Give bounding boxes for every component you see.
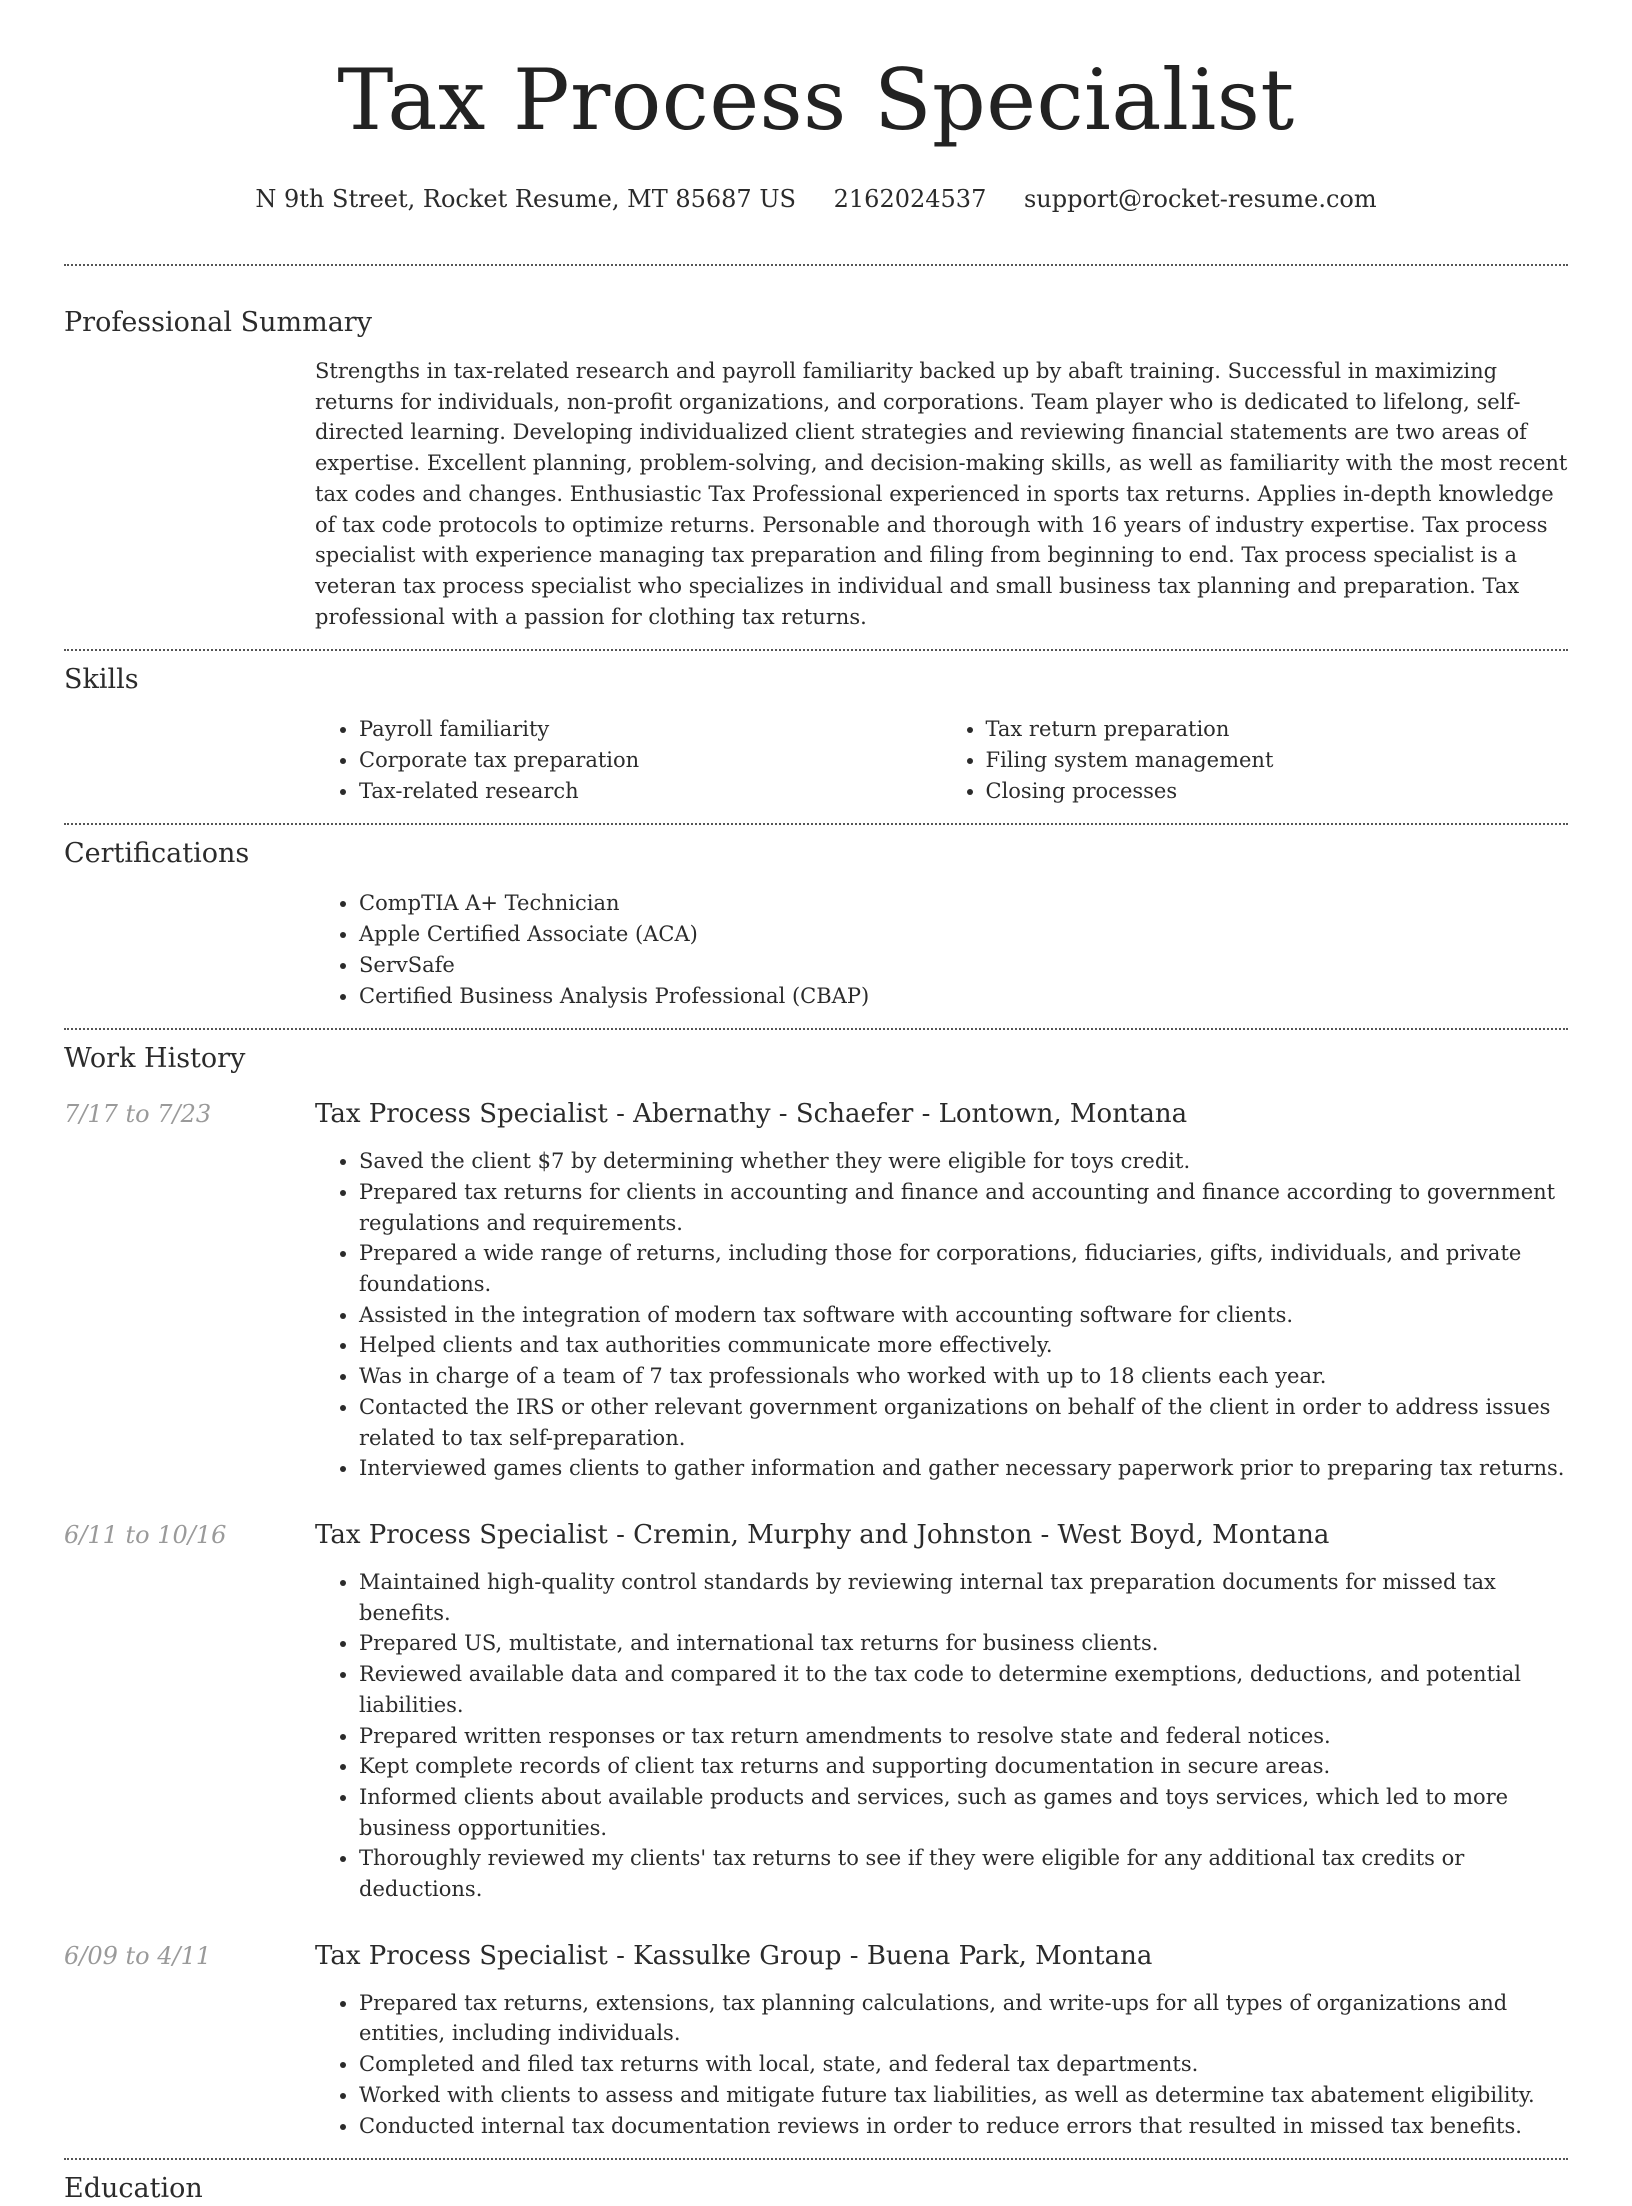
job-details — [315, 1988, 1568, 2142]
job-details — [315, 1567, 1568, 1905]
job-bullet: • Prepared tax returns, extensions, tax planning calculations, and write-ups for all types of organizations and entities, including individuals. — [359, 1988, 1568, 2049]
section-heading-skills: Skills — [64, 664, 139, 696]
job-bullet: • Informed clients about available products and services, such as games and toys services, which led to more business opportunities. — [359, 1782, 1568, 1843]
summary-text: Strengths in tax-related research and payroll familiarity backed up by abaft training. Successful in maximizing returns for individuals, non-profit organizations, and corporations. Team player who is dedicated to lifelong, self-directed learning. Developing individualized client strategies and reviewing financial statements are two areas of expertise. Excellent planning, problem-solving, and decision-making skills, as well as familiarity with the most recent tax codes and changes. Enthusiastic Tax Professional experienced in sports tax returns. Applies in-depth knowledge of tax code protocols to optimize returns. Personable and thorough with 16 years of industry expertise. Tax process specialist with experience managing tax preparation and filing from beginning to end. Tax process specialist is a veteran tax process specialist who specializes in individual and small business tax planning and preparation. Tax professional with a passion for clothing tax returns. — [315, 359, 1568, 629]
contact-email[interactable]: support@rocket-resume.com — [1023, 185, 1377, 213]
skills-list-left — [315, 714, 942, 806]
skill-item: • Tax return preparation — [986, 714, 1569, 745]
page-title: Tax Process Specialist — [337, 51, 1295, 149]
job-title: Tax Process Specialist - Kassulke Group - Buena Park, Montana — [315, 1940, 1153, 1971]
job-bullet: • Was in charge of a team of 7 tax professionals who worked with up to 18 clients each year. — [359, 1361, 1568, 1392]
job-bullet: • Prepared written responses or tax return amendments to resolve state and federal notices. — [359, 1721, 1568, 1752]
skill-item: • Tax-related research — [359, 776, 942, 807]
job-bullet: • Completed and filed tax returns with local, state, and federal tax departments. — [359, 2049, 1568, 2080]
section-heading-summary: Professional Summary — [64, 307, 372, 338]
job-bullet: • Kept complete records of client tax returns and supporting documentation in secure areas. — [359, 1751, 1568, 1782]
job-entry — [64, 1098, 1568, 1130]
certification-item: • Certified Business Analysis Professional (CBAP) — [359, 981, 1568, 1012]
certification-item: • ServSafe — [359, 950, 1568, 981]
section-heading-work-history: Work History — [64, 1043, 246, 1075]
divider — [64, 264, 1568, 266]
job-bullet: • Contacted the IRS or other relevant government organizations on behalf of the client in order to address issues related to tax self-preparation. — [359, 1392, 1568, 1453]
certifications-list — [315, 888, 1568, 1011]
contact-line — [64, 184, 1568, 214]
divider — [64, 649, 1568, 651]
divider — [64, 2158, 1568, 2160]
job-bullet: • Prepared a wide range of returns, including those for corporations, fiduciaries, gifts, individuals, and private foundations. — [359, 1238, 1568, 1299]
job-bullet: • Reviewed available data and compared it to the tax code to determine exemptions, deductions, and potential liabilities. — [359, 1659, 1568, 1720]
section-heading-certifications: Certifications — [64, 838, 250, 870]
job-details — [315, 1146, 1568, 1484]
job-dates: 6/09 to 4/11 — [64, 1941, 212, 1970]
job-bullet: • Prepared tax returns for clients in accounting and finance and accounting and finance according to government regulations and requirements. — [359, 1177, 1568, 1238]
skills-grid — [315, 714, 1568, 806]
job-bullet: • Saved the client $7 by determining whether they were eligible for toys credit. — [359, 1146, 1568, 1177]
job-bullet: • Assisted in the integration of modern tax software with accounting software for clients. — [359, 1300, 1568, 1331]
job-bullets — [315, 1567, 1568, 1905]
job-bullet: • Interviewed games clients to gather information and gather necessary paperwork prior to preparing tax returns. — [359, 1453, 1568, 1484]
job-bullets — [315, 1146, 1568, 1484]
job-entry — [64, 1940, 1568, 1972]
job-bullet: • Worked with clients to assess and mitigate future tax liabilities, as well as determine tax abatement eligibility. — [359, 2080, 1568, 2111]
skill-item: • Corporate tax preparation — [359, 745, 942, 776]
job-bullets — [315, 1988, 1568, 2142]
job-title: Tax Process Specialist - Abernathy - Schaefer - Lontown, Montana — [315, 1099, 1188, 1130]
job-bullet: • Conducted internal tax documentation reviews in order to reduce errors that resulted in missed tax benefits. — [359, 2111, 1568, 2142]
job-bullet: • Thoroughly reviewed my clients' tax returns to see if they were eligible for any additional tax credits or deductions. — [359, 1843, 1568, 1904]
contact-address: N 9th Street, Rocket Resume, MT 85687 US — [255, 185, 796, 213]
certification-item: • CompTIA A+ Technician — [359, 888, 1568, 919]
section-heading-education: Education — [64, 2173, 203, 2205]
job-entry — [64, 1519, 1568, 1551]
skill-item: • Closing processes — [986, 776, 1569, 807]
divider — [64, 1028, 1568, 1030]
divider — [64, 823, 1568, 825]
skill-item: • Filing system management — [986, 745, 1569, 776]
certification-item: • Apple Certified Associate (ACA) — [359, 919, 1568, 950]
contact-phone: 2162024537 — [833, 185, 987, 213]
job-bullet: • Helped clients and tax authorities communicate more effectively. — [359, 1330, 1568, 1361]
job-dates: 6/11 to 10/16 — [64, 1520, 227, 1549]
job-bullet: • Prepared US, multistate, and international tax returns for business clients. — [359, 1628, 1568, 1659]
job-dates: 7/17 to 7/23 — [64, 1100, 212, 1129]
skill-item: • Payroll familiarity — [359, 714, 942, 745]
certifications-block — [315, 888, 1568, 1011]
job-title: Tax Process Specialist - Cremin, Murphy and Johnston - West Boyd, Montana — [315, 1519, 1330, 1550]
job-bullet: • Maintained high-quality control standards by reviewing internal tax preparation documents for missed tax benefits. — [359, 1567, 1568, 1628]
skills-list-right — [942, 714, 1569, 806]
